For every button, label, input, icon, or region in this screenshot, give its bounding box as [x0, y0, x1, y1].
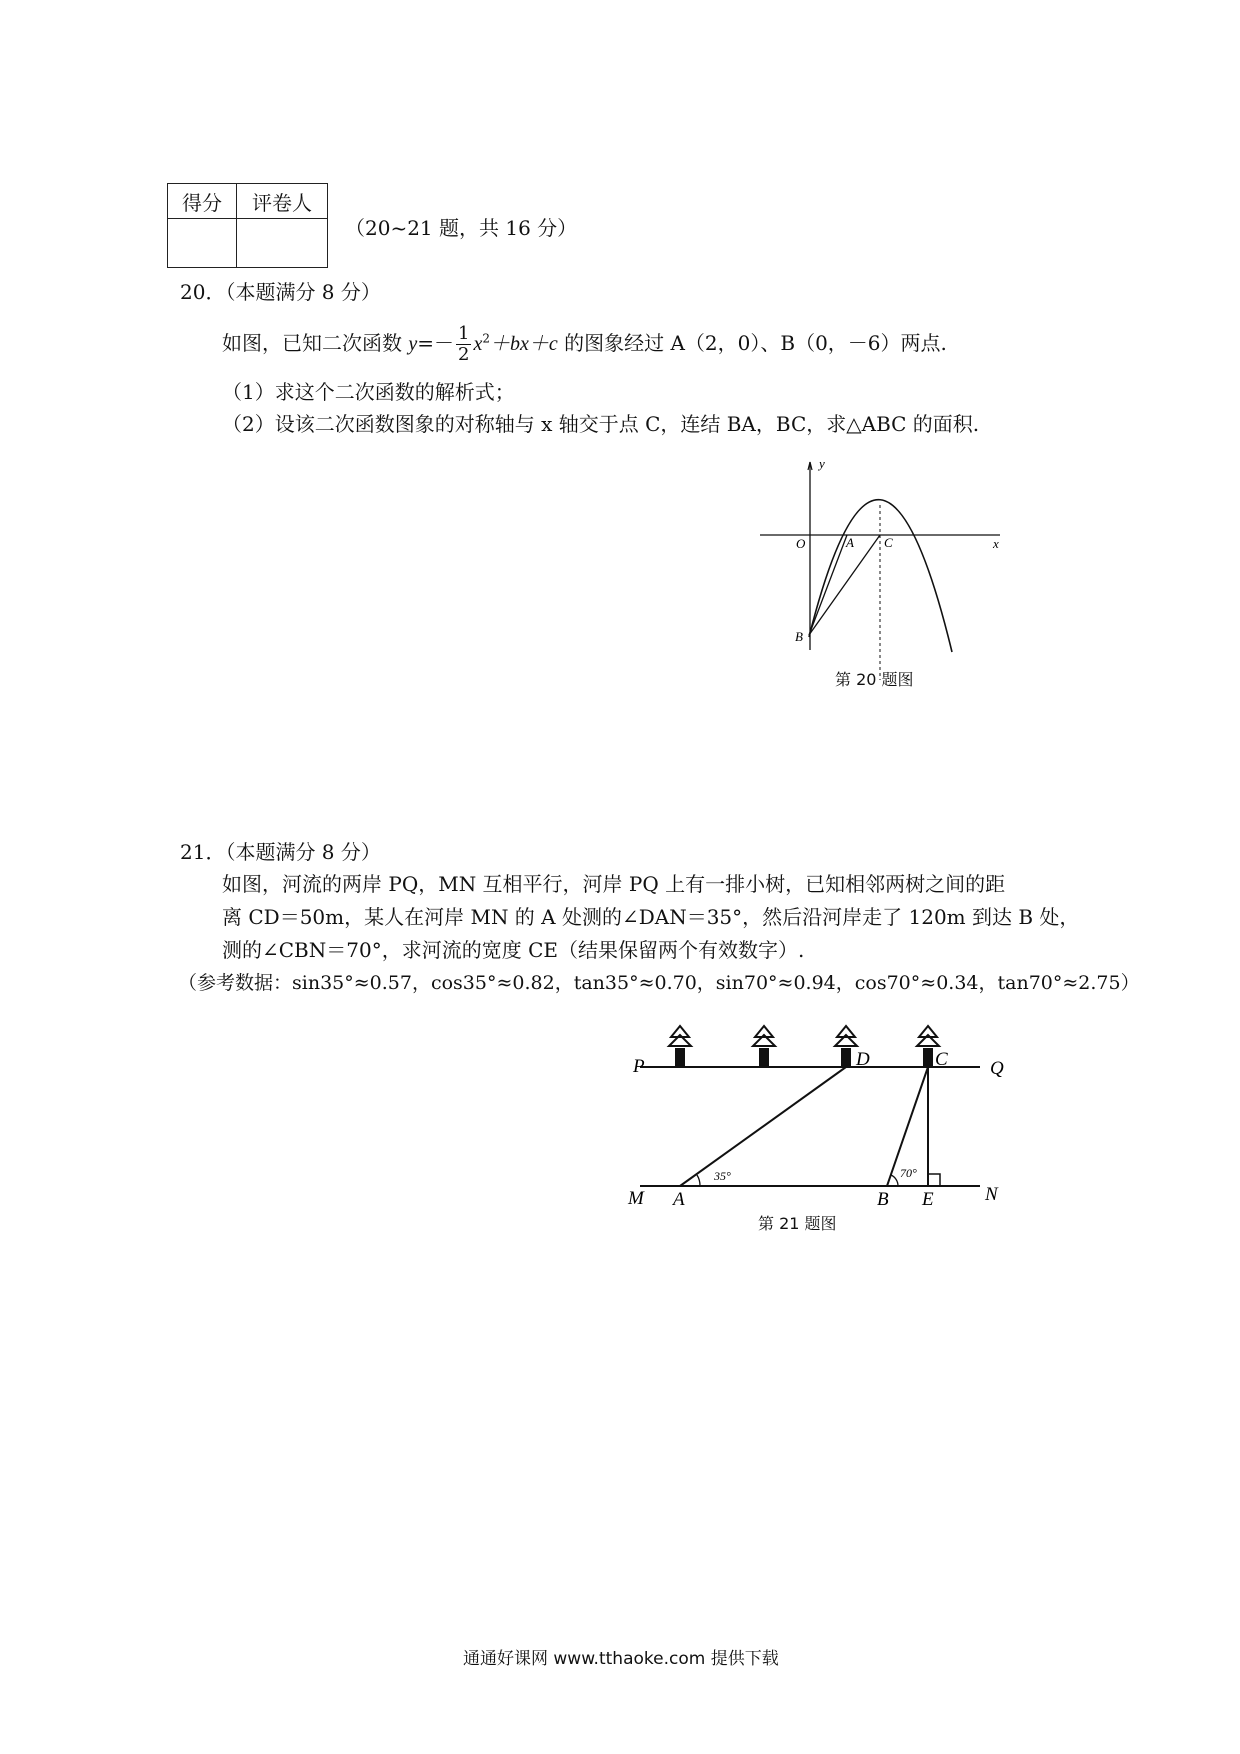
- label-a: A: [673, 1189, 685, 1210]
- q20-caption: 第 20 题图: [835, 670, 914, 689]
- segment-ba: [809, 535, 847, 635]
- label-c: C: [884, 535, 893, 550]
- q21-line3: 测的∠CBN＝70°，求河流的宽度 CE（结果保留两个有效数字）.: [222, 938, 805, 962]
- q20-frac-num: 1: [458, 323, 470, 344]
- right-angle-mark: [928, 1174, 940, 1186]
- segment-bc: [809, 535, 880, 635]
- angle-a-arc: [697, 1175, 700, 1186]
- score-box: [167, 183, 328, 268]
- q20-part2: （2）设该二次函数图象的对称轴与 x 轴交于点 C，连结 BA，BC，求△ABC 的面积.: [222, 412, 980, 436]
- page-footer: 通通好课网 www.tthaoke.com 提供下载: [463, 1649, 779, 1669]
- q21-heading: 21．（本题满分 8 分）: [180, 840, 381, 864]
- tree-1-icon: [669, 1026, 691, 1067]
- q20-eq: =－: [417, 331, 455, 355]
- q20-frac-den: 2: [458, 344, 470, 365]
- q20-fraction: [456, 324, 471, 365]
- q20-var-y: y: [408, 333, 418, 355]
- q21-reference: （参考数据：sin35°≈0.57，cos35°≈0.82，tan35°≈0.70，sin70°≈0.94，cos70°≈0.34，tan70°≈2.75）: [178, 972, 1140, 994]
- label-e: E: [922, 1189, 934, 1210]
- score-cell: [168, 219, 237, 268]
- label-d: D: [856, 1049, 870, 1070]
- section-note: （20~21 题，共 16 分）: [345, 216, 578, 240]
- label-angle-35: 35°: [714, 1169, 731, 1183]
- label-y: y: [819, 456, 825, 471]
- grader-header: 评卷人: [237, 184, 328, 219]
- q20-intro-pre: 如图，已知二次函数: [222, 331, 409, 355]
- label-angle-70: 70°: [900, 1166, 917, 1180]
- label-b: B: [877, 1189, 889, 1210]
- grader-cell: [237, 219, 328, 268]
- q20-rest: ＋bx＋c: [490, 333, 558, 355]
- q20-sq: 2: [482, 331, 490, 346]
- score-header: 得分: [168, 184, 237, 219]
- q20-var-x: x: [473, 333, 483, 355]
- q21-caption: 第 21 题图: [758, 1214, 837, 1233]
- q20-intro: [222, 324, 947, 365]
- angle-b-arc: [891, 1175, 898, 1186]
- label-n: N: [985, 1184, 998, 1205]
- label-q: Q: [990, 1058, 1004, 1079]
- label-a: A: [846, 535, 854, 550]
- label-x: x: [993, 536, 999, 551]
- q20-heading: 20．（本题满分 8 分）: [180, 280, 381, 304]
- label-m: M: [628, 1188, 644, 1209]
- q21-line2: 离 CD＝50m，某人在河岸 MN 的 A 处测的∠DAN＝35°，然后沿河岸走了 120m 到达 B 处，: [222, 905, 1080, 929]
- tree-3-icon: [835, 1026, 857, 1067]
- label-b: B: [795, 629, 803, 644]
- label-p: P: [633, 1056, 645, 1077]
- segment-ad: [680, 1067, 846, 1186]
- label-c: C: [935, 1049, 948, 1070]
- q21-line1: 如图，河流的两岸 PQ，MN 互相平行，河岸 PQ 上有一排小树，已知相邻两树之间的距: [222, 872, 1006, 896]
- label-o: O: [796, 536, 806, 551]
- q21-figure: [620, 1020, 1015, 1220]
- q20-part1: （1）求这个二次函数的解析式；: [222, 380, 515, 404]
- parabola: [809, 500, 952, 652]
- tree-2-icon: [753, 1026, 775, 1067]
- q20-intro-post: 的图象经过 A（2，0）、B（0，－6）两点.: [557, 331, 947, 355]
